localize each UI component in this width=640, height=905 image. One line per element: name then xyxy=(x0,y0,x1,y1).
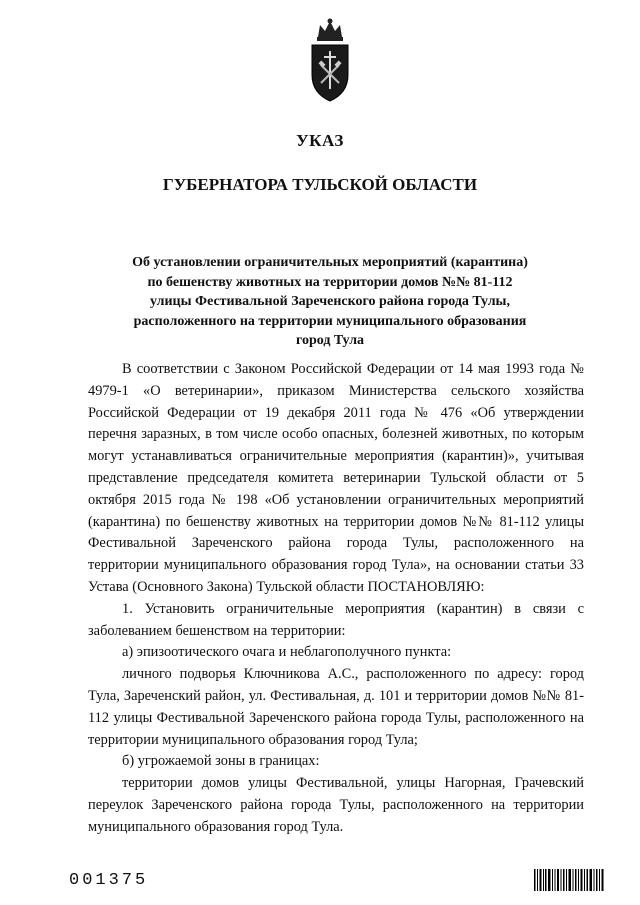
document-type-title: УКАЗ xyxy=(296,131,344,150)
decree-body xyxy=(88,359,584,839)
preamble-paragraph: В соответствии с Законом Российской Федерации от 14 мая 1993 года № 4979-1 «О ветеринарии», приказом Министерства сельского хозяйства Российской Федерации от 19 декабря 2011 года № 476 «Об утверждении перечня заразных, в том числе особо опасных, болезней животных, по которым могут устанавливаться ограничительные мероприятия (карантин)», учитывая представление председателя комитета ветеринарии Тульской области от 5 октября 2015 года № 198 «Об установлении ограничительных мероприятий (карантина) по бешенству животных на территории домов №№ 81-112 улицы Фестивальной Зареченского района города Тулы, расположенного на территории муниципального образования город Тула», на основании статьи 33 Устава (Основного Закона) Тульской области ПОСТАНОВЛЯЮ: xyxy=(88,361,584,595)
item-a-paragraph: личного подворья Ключникова А.С., расположенного по адресу: город Тула, Зареченский район, ул. Фестивальная, д. 101 и территории домов №№ 81-112 улицы Фестивальной Зареченского района города Тулы, расположенного на территории муниципального образования город Тула; xyxy=(88,666,584,748)
item-a-heading: а) эпизоотического очага и неблагополучного пункта: xyxy=(122,644,452,661)
decree-subject xyxy=(110,253,550,351)
subject-line: улицы Фестивальной Зареченского района города Тулы, xyxy=(149,294,510,310)
issuer-subtitle: ГУБЕРНАТОРА ТУЛЬСКОЙ ОБЛАСТИ xyxy=(162,175,478,194)
item-1-paragraph: 1. Установить ограничительные мероприятия (карантин) в связи с заболеванием бешенством на территории: xyxy=(88,600,584,639)
subject-line: город Тула xyxy=(295,333,365,349)
document-serial-number: 001375 xyxy=(69,871,149,890)
item-b-paragraph: территории домов улицы Фестивальной, улицы Нагорная, Грачевский переулок Зареченского района города Тулы, расположенного на территории муниципального образования город Тула. xyxy=(88,775,584,835)
tula-oblast-coat-of-arms-icon xyxy=(306,17,354,103)
subject-line: расположенного на территории муниципального образования xyxy=(133,313,527,329)
subject-line: Об установлении ограничительных мероприятий (карантина) xyxy=(132,255,528,270)
item-b-heading: б) угрожаемой зоны в границах: xyxy=(122,753,320,770)
subject-line: по бешенству животных на территории домов №№ 81-112 xyxy=(147,274,513,290)
barcode-icon xyxy=(534,869,604,891)
